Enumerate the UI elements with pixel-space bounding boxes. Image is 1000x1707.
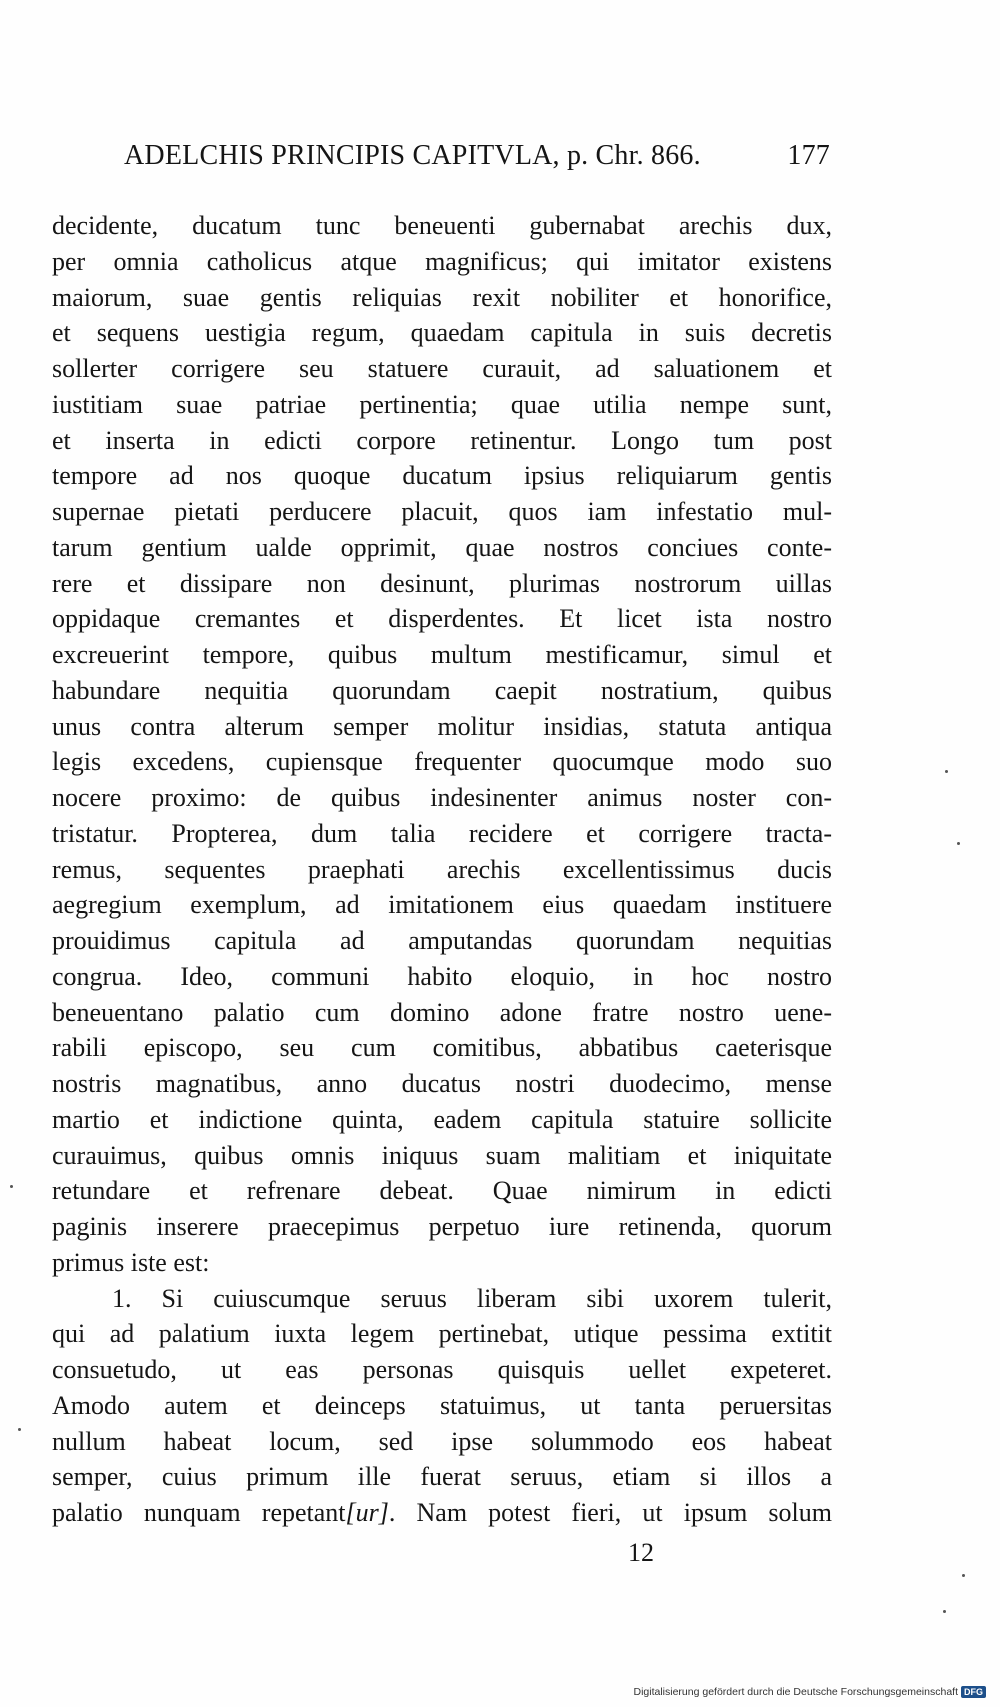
section-line: consuetudo, ut eas personas quisquis uellet expeteret. (52, 1355, 832, 1384)
section-line: Amodo autem et deinceps statuimus, ut tanta peruersitas (52, 1390, 832, 1420)
signature-mark: 12 (628, 1538, 654, 1567)
text-line: habundare nequitia quorundam caepit nostratium, quibus (52, 675, 832, 705)
section-last-line-end: . Nam potest fieri, ut ipsum solum (388, 1498, 832, 1527)
text-line: excreuerint tempore, quibus multum mestificamur, simul et (52, 640, 832, 669)
page-number: 177 (787, 140, 830, 171)
text-line: nocere proximo: de quibus indesinenter animus noster con- (52, 783, 832, 812)
text-line: retundare et refrenare debeat. Quae nimirum in edicti (52, 1176, 832, 1206)
running-head-title: ADELCHIS PRINCIPIS CAPITVLA, p. Chr. 866. (124, 140, 701, 171)
text-line: paginis inserere praecepimus perpetuo iure retinenda, quorum (52, 1212, 832, 1241)
text-line: per omnia catholicus atque magnificus; qui imitator existens (52, 246, 832, 276)
section-number: 1. (112, 1283, 132, 1313)
text-line: rere et dissipare non desinunt, plurimas nostrorum uillas (52, 568, 832, 598)
text-line: congrua. Ideo, communi habito eloquio, in hoc nostro (52, 961, 832, 991)
text-line: tristatur. Propterea, dum talia recidere et corrigere tracta- (52, 818, 832, 848)
text-line: maiorum, suae gentis reliquias rexit nobiliter et honorifice, (52, 282, 832, 312)
text-line: beneuentano palatio cum domino adone fratre nostro uene- (52, 997, 832, 1027)
text-line: sollerter corrigere seu statuere curauit, ad saluationem et (52, 354, 832, 383)
text-line: et sequens uestigia regum, quaedam capitula in suis decretis (52, 318, 832, 348)
text-line: nostris magnatibus, anno ducatus nostri duodecimo, mense (52, 1069, 832, 1098)
section-line: nullum habeat locum, sed ipse solummodo eos habeat (52, 1426, 832, 1456)
text-line: primus iste est: (52, 1247, 210, 1277)
text-line: martio et indictione quinta, eadem capitula statuire sollicite (52, 1104, 832, 1134)
running-head (124, 140, 834, 180)
text-line: decidente, ducatum tunc beneuenti gubernabat arechis dux, (52, 211, 832, 240)
text-line: remus, sequentes praephati arechis excellentissimus ducis (52, 854, 832, 884)
text-line: curauimus, quibus omnis iniquus suam malitiam et iniquitate (52, 1140, 832, 1170)
section-line: semper, cuius primum ille fuerat seruus, etiam si illos a (52, 1462, 832, 1492)
text-line: et inserta in edicti corpore retinentur. Longo tum post (52, 425, 832, 455)
scan-speck (962, 1574, 965, 1577)
text-line: rabili episcopo, seu cum comitibus, abbatibus caeterisque (52, 1033, 832, 1063)
credit-text: Digitalisierung gefördert durch die Deutsche Forschungsgemeinschaft (633, 1686, 958, 1698)
text-line: legis excedens, cupiensque frequenter quocumque modo suo (52, 747, 832, 777)
text-line: aegregium exemplum, ad imitationem eius quaedam instituere (52, 890, 832, 920)
section-line: qui ad palatium iuxta legem pertinebat, utique pessima extitit (52, 1319, 832, 1349)
digitization-credit (633, 1686, 986, 1698)
section-last-line (52, 1495, 832, 1531)
text-line: oppidaque cremantes et disperdentes. Et licet ista nostro (52, 604, 832, 634)
text-line: supernae pietati perducere placuit, quos iam infestatio mul- (52, 497, 832, 526)
scan-speck (945, 770, 948, 773)
editorial-bracket: [ur] (345, 1498, 389, 1527)
scan-speck (943, 1610, 946, 1613)
scan-speck (18, 1428, 21, 1431)
text-line: iustitiam suae patriae pertinentia; quae utilia nempe sunt, (52, 389, 832, 419)
section-line: Si cuiuscumque seruus liberam sibi uxorem tulerit, (161, 1283, 832, 1313)
text-line: unus contra alterum semper molitur insidias, statuta antiqua (52, 711, 832, 741)
section-last-line-start: palatio nunquam repetant (52, 1498, 346, 1527)
body-text (52, 208, 832, 1531)
scan-speck (957, 842, 960, 845)
text-line: prouidimus capitula ad amputandas quorundam nequitias (52, 926, 832, 955)
scan-speck (10, 1185, 13, 1188)
text-line: tarum gentium ualde opprimit, quae nostros conciues conte- (52, 532, 832, 562)
dfg-logo: DFG (961, 1686, 986, 1698)
text-line: tempore ad nos quoque ducatum ipsius reliquiarum gentis (52, 461, 832, 491)
section-first-line (52, 1281, 832, 1317)
